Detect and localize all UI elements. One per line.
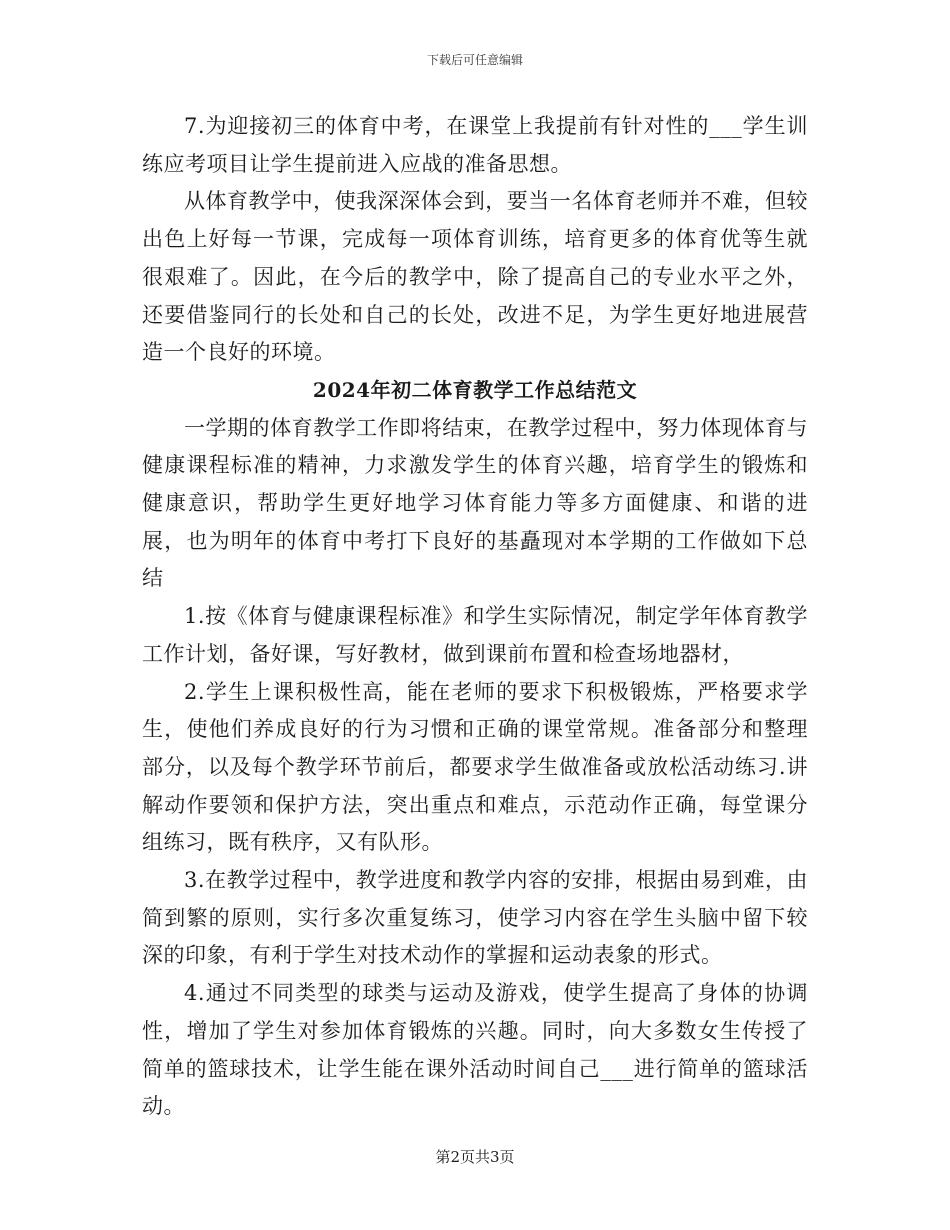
- document-body: [142, 108, 808, 1126]
- paragraph-reflection: 从体育教学中，使我深深体会到，要当一名体育老师并不难，但较出色上好每一节课，完成每一项体育训练，培育更多的体育优等生就很艰难了。因此，在今后的教学中，除了提高自己的专业水平之外，还要借鉴同行的长处和自己的长处，改进不足，为学生更好地进展营造一个良好的环境。: [142, 189, 808, 365]
- section-title: 2024年初二体育教学工作总结范文: [312, 377, 638, 402]
- paragraph-item-2: 2.学生上课积极性高，能在老师的要求下积极锻炼，严格要求学生，使他们养成良好的行为习惯和正确的课堂常规。准备部分和整理部分，以及每个教学环节前后，都要求学生做准备或放松活动练习.讲解动作要领和保护方法，突出重点和难点，示范动作正确，每堂课分组练习，既有秩序，又有队形。: [142, 679, 808, 855]
- paragraph-item-1: 1.按《体育与健康课程标准》和学生实际情况，制定学年体育教学工作计划，备好课，写好教材，做到课前布置和检查场地器材，: [142, 604, 808, 666]
- page-header: 下载后可任意编辑: [426, 53, 523, 67]
- page-number: 第2页共3页: [435, 1148, 515, 1166]
- paragraph-item-3: 3.在教学过程中，教学进度和教学内容的安排，根据由易到难，由简到繁的原则，实行多次重复练习，使学习内容在学生头脑中留下较深的印象，有利于学生对技术动作的掌握和运动表象的形式。: [142, 868, 808, 968]
- paragraph-item-4: 4.通过不同类型的球类与运动及游戏，使学生提高了身体的协调性，增加了学生对参加体育锻炼的兴趣。同时，向大多数女生传授了简单的篮球技术，让学生能在课外活动时间自己___进行简单的篮球活动。: [142, 981, 808, 1119]
- paragraph-item-7: 7.为迎接初三的体育中考，在课堂上我提前有针对性的___学生训练应考项目让学生提前进入应战的准备思想。: [142, 114, 808, 176]
- paragraph-intro: 一学期的体育教学工作即将结束，在教学过程中，努力体现体育与健康课程标准的精神，力求激发学生的体育兴趣，培育学生的锻炼和健康意识，帮助学生更好地学习体育能力等多方面健康、和谐的进展，也为明年的体育中考打下良好的基矗现对本学期的工作做如下总结: [142, 415, 808, 591]
